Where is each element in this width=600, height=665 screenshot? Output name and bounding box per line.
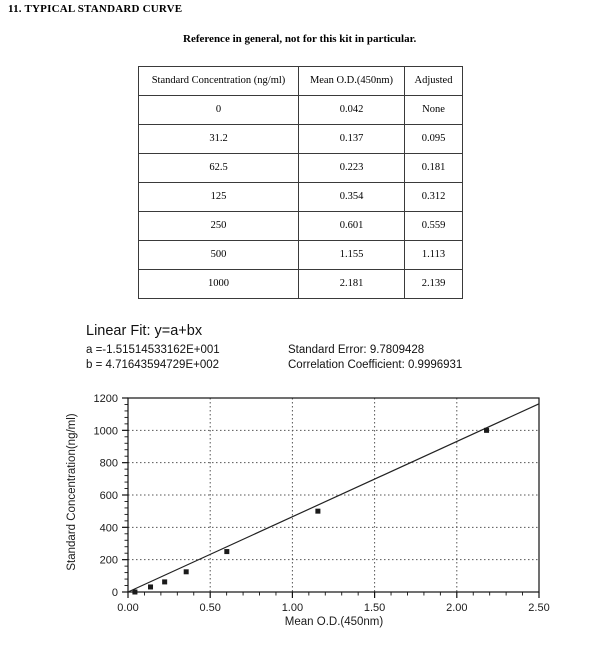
fit-standard-error: Standard Error: 9.7809428 — [288, 344, 425, 356]
table-row — [139, 125, 463, 154]
y-tick-label: 0 — [111, 587, 118, 599]
table-row — [139, 241, 463, 270]
table-row — [139, 154, 463, 183]
chart-fit-line — [128, 404, 539, 592]
page-title: 11. TYPICAL STANDARD CURVE — [8, 3, 183, 15]
table-cell-od: 0.601 — [299, 212, 405, 241]
table-cell-od: 0.223 — [299, 154, 405, 183]
y-tick-label: 600 — [99, 490, 118, 502]
chart-svg — [0, 380, 600, 655]
table-cell-concentration: 62.5 — [139, 154, 299, 183]
fit-row-b — [86, 358, 506, 373]
subtitle-note: Reference in general, not for this kit in particular. — [183, 33, 417, 45]
chart-gridlines — [128, 398, 539, 592]
table-cell-concentration: 250 — [139, 212, 299, 241]
x-tick-label: 0.00 — [117, 602, 139, 614]
y-tick-label: 200 — [99, 554, 118, 567]
table-cell-adjusted: 1.113 — [405, 241, 463, 270]
x-tick-label: 0.50 — [199, 602, 221, 614]
table-cell-od: 0.354 — [299, 183, 405, 212]
y-axis-title: Standard Concentration(ng/ml) — [66, 413, 78, 571]
chart-y-tick-labels — [94, 393, 118, 599]
table-cell-adjusted: 0.181 — [405, 154, 463, 183]
standard-curve-chart — [0, 380, 600, 655]
x-tick-label: 2.50 — [528, 602, 550, 614]
fit-coefficient-b: b = 4.71643594729E+002 — [86, 359, 220, 371]
standard-curve-table — [138, 66, 462, 299]
chart-ticks — [122, 398, 539, 598]
table-cell-concentration: 500 — [139, 241, 299, 270]
fit-coefficient-a: a =-1.51514533162E+001 — [86, 344, 220, 356]
table-header-row — [139, 67, 463, 96]
table-header-cell: Adjusted — [405, 67, 463, 96]
table-cell-od: 0.137 — [299, 125, 405, 154]
linear-fit-summary — [86, 323, 506, 373]
y-tick-label: 400 — [99, 522, 118, 535]
table-header-cell: Standard Concentration (ng/ml) — [139, 67, 299, 96]
table-cell-concentration: 31.2 — [139, 125, 299, 154]
linear-fit-title: Linear Fit: y=a+bx — [86, 323, 203, 339]
fit-row-a — [86, 343, 506, 358]
y-tick-label: 800 — [99, 457, 118, 470]
x-tick-label: 1.00 — [281, 602, 304, 614]
table-cell-adjusted: 2.139 — [405, 270, 463, 299]
y-tick-label: 1200 — [93, 393, 118, 405]
chart-data-points — [133, 428, 489, 594]
table-row — [139, 183, 463, 212]
table-cell-adjusted: None — [405, 96, 463, 125]
y-tick-label: 1000 — [93, 425, 118, 438]
table-cell-od: 0.042 — [299, 96, 405, 125]
x-axis-title: Mean O.D.(450nm) — [284, 616, 384, 628]
table-cell-adjusted: 0.095 — [405, 125, 463, 154]
table-row — [139, 96, 463, 125]
chart-x-tick-labels — [117, 602, 549, 614]
table-header-cell: Mean O.D.(450nm) — [299, 67, 405, 96]
table-cell-concentration: 125 — [139, 183, 299, 212]
table-cell-concentration: 0 — [139, 96, 299, 125]
table-cell-concentration: 1000 — [139, 270, 299, 299]
table-cell-adjusted: 0.312 — [405, 183, 463, 212]
x-tick-label: 2.00 — [446, 602, 468, 614]
fit-correlation-coefficient: Correlation Coefficient: 0.9996931 — [288, 359, 463, 371]
x-tick-label: 1.50 — [363, 602, 386, 614]
table-cell-od: 2.181 — [299, 270, 405, 299]
table-cell-od: 1.155 — [299, 241, 405, 270]
table-cell-adjusted: 0.559 — [405, 212, 463, 241]
table-row — [139, 212, 463, 241]
table-row — [139, 270, 463, 299]
